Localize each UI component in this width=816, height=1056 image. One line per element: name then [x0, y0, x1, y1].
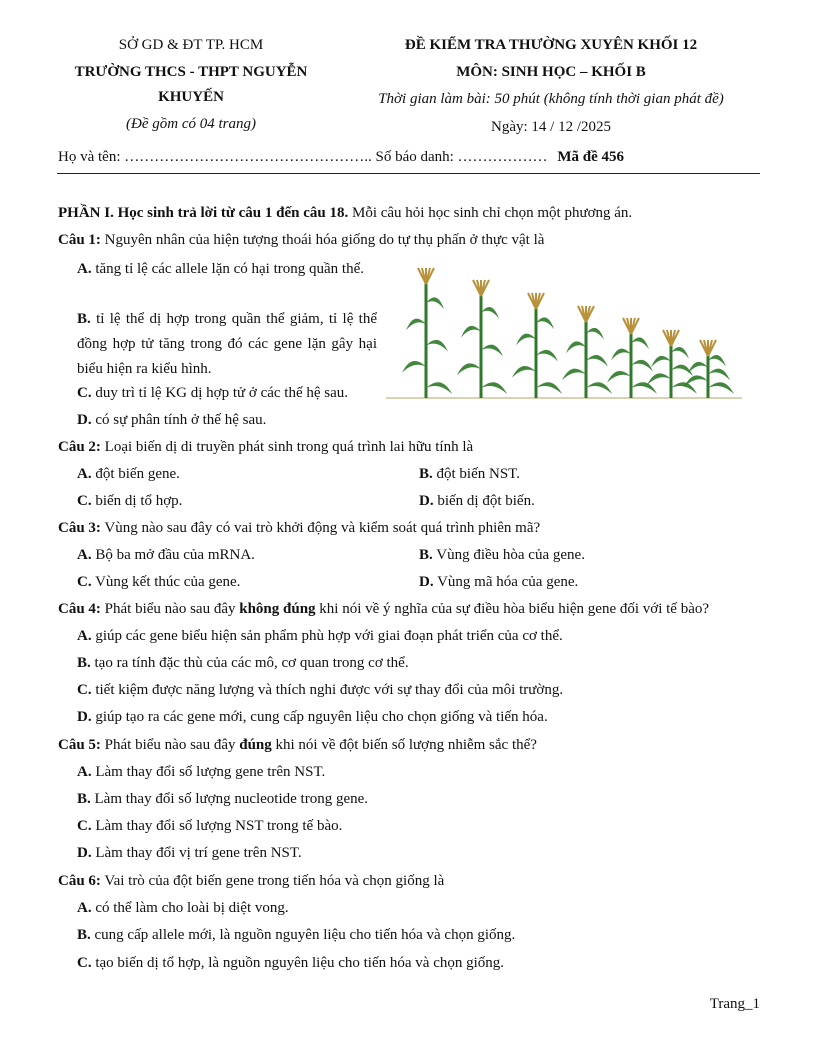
corn-plant: [512, 293, 562, 398]
option-text: tỉ lệ thể dị hợp trong quần thể giảm, tỉ lệ thể đồng hợp tử tăng trong đó các gene lặn gây hại biểu hiện ra kiểu hình.: [77, 311, 377, 377]
option-text: Bộ ba mở đầu của mRNA.: [91, 547, 255, 563]
question-text: Phát biểu nào sau đây: [100, 737, 240, 753]
option-text: biến dị tổ hợp.: [91, 493, 183, 509]
time-note: Thời gian làm bài: 50 phút (không tính thời gian phát đề): [378, 91, 724, 107]
option-label: A.: [77, 547, 92, 563]
option-label: D.: [77, 845, 92, 861]
option-label: B.: [77, 791, 91, 807]
question-text: Phát biểu nào sau đây: [100, 601, 240, 617]
option-label: B.: [419, 547, 433, 563]
q1-option-d: [77, 412, 266, 429]
option-label: A.: [77, 900, 92, 916]
q2-option-d: [419, 493, 535, 510]
option-text: Làm thay đổi số lượng nucleotide trong gene.: [90, 791, 369, 807]
q6-option-a: [77, 900, 289, 917]
q4-option-d: [77, 709, 548, 726]
exam-title: ĐỀ KIỂM TRA THƯỜNG XUYÊN KHỐI 12: [404, 37, 698, 53]
question-label: Câu 2:: [58, 439, 101, 455]
q1-option-c: [77, 385, 348, 402]
q6-option-b: [77, 927, 515, 944]
page-number: Trang_1: [709, 996, 760, 1012]
option-label: C.: [77, 818, 92, 834]
corn-plant: [562, 306, 612, 398]
q2-option-c: [77, 493, 182, 510]
option-label: C.: [77, 682, 92, 698]
q4-option-b: [77, 655, 409, 672]
student-info-line: [58, 149, 624, 166]
question-label: Câu 6:: [58, 873, 101, 889]
option-label: A.: [77, 466, 92, 482]
corn-plant: [607, 318, 657, 398]
question-text: khi nói về đột biến số lượng nhiễm sắc thể?: [271, 737, 537, 753]
q5-option-c: [77, 818, 342, 835]
option-text: tạo ra tính đặc thù của các mô, cơ quan trong cơ thể.: [90, 655, 409, 671]
option-text: tạo biến dị tổ hợp, là nguồn nguyên liệu cho tiến hóa và chọn giống.: [91, 955, 505, 971]
option-label: A.: [77, 764, 92, 780]
option-text: Làm thay đổi số lượng gene trên NST.: [91, 764, 326, 780]
option-text: có sự phân tính ở thế hệ sau.: [91, 412, 267, 428]
question-6: [58, 873, 444, 890]
option-text: Vùng mã hóa của gene.: [433, 574, 579, 590]
option-text: biến dị đột biến.: [433, 493, 535, 509]
header-divider: [57, 173, 760, 174]
q3-option-b: [419, 547, 585, 564]
part-title: PHẦN I. Học sinh trả lời từ câu 1 đến câu 18.: [58, 205, 349, 221]
corn-plant: [457, 280, 507, 398]
question-text: Vùng nào sau đây có vai trò khởi động và kiểm soát quá trình phiên mã?: [100, 520, 541, 536]
option-text: Làm thay đổi vị trí gene trên NST.: [91, 845, 302, 861]
question-3: [58, 520, 540, 537]
option-label: B.: [77, 927, 91, 943]
option-label: B.: [77, 655, 91, 671]
option-label: B.: [419, 466, 433, 482]
q3-option-d: [419, 574, 578, 591]
option-label: D.: [77, 412, 92, 428]
option-text: đột biến NST.: [432, 466, 520, 482]
option-label: C.: [77, 955, 92, 971]
option-label: A.: [77, 261, 92, 277]
department-name: SỞ GD & ĐT TP. HCM: [118, 37, 264, 53]
question-emphasis: đúng: [239, 737, 272, 753]
q2-option-a: [77, 466, 180, 483]
part-instruction: Mỗi câu hỏi học sinh chỉ chọn một phương án.: [348, 205, 633, 221]
school-name-line1: TRƯỜNG THCS - THPT NGUYỄN: [74, 64, 308, 80]
q5-option-d: [77, 845, 302, 862]
q4-option-a: [77, 628, 563, 645]
option-text: Làm thay đổi số lượng NST trong tế bào.: [91, 818, 343, 834]
option-text: duy trì tỉ lệ KG dị hợp tử ở các thế hệ sau.: [91, 385, 349, 401]
option-label: C.: [77, 493, 92, 509]
subject-line: MÔN: SINH HỌC – KHỐI B: [456, 64, 646, 80]
question-4: [58, 601, 709, 618]
option-text: tăng tỉ lệ các allele lặn có hại trong quần thể.: [91, 261, 364, 277]
question-1: [58, 232, 544, 249]
corn-plant: [647, 330, 697, 398]
question-text: Loại biến dị di truyền phát sinh trong quá trình lai hữu tính là: [100, 439, 474, 455]
pages-note: (Đề gồm có 04 trang): [126, 116, 256, 132]
corn-plants-illustration: [386, 258, 742, 404]
q1-option-a: [77, 257, 377, 282]
option-label: D.: [77, 709, 92, 725]
question-text: khi nói về ý nghĩa của sự điều hòa biểu hiện gene đối với tế bào?: [315, 601, 710, 617]
question-label: Câu 4:: [58, 601, 101, 617]
q3-option-a: [77, 547, 255, 564]
option-text: giúp tạo ra các gene mới, cung cấp nguyên liệu cho chọn giống và tiến hóa.: [91, 709, 548, 725]
option-label: D.: [419, 493, 434, 509]
option-text: tiết kiệm được năng lượng và thích nghi được với sự thay đổi của môi trường.: [91, 682, 564, 698]
exam-code: Mã đề 456: [557, 149, 624, 165]
question-5: [58, 737, 537, 754]
part-heading: [58, 205, 632, 222]
school-name-line2: KHUYẾN: [158, 89, 224, 105]
question-emphasis: không đúng: [239, 601, 316, 617]
option-label: C.: [77, 574, 92, 590]
q5-option-b: [77, 791, 368, 808]
option-text: giúp các gene biểu hiện sản phẩm phù hợp với giai đoạn phát triển của cơ thể.: [91, 628, 563, 644]
option-label: A.: [77, 628, 92, 644]
exam-date: Ngày: 14 / 12 /2025: [491, 119, 611, 135]
question-label: Câu 1:: [58, 232, 101, 248]
option-text: có thể làm cho loài bị diệt vong.: [91, 900, 289, 916]
name-and-id-fields: Họ và tên: ………………………………………….. Số báo danh: ………………: [58, 149, 548, 165]
q3-option-c: [77, 574, 240, 591]
question-text: Vai trò của đột biến gene trong tiến hóa và chọn giống là: [100, 873, 445, 889]
question-label: Câu 5:: [58, 737, 101, 753]
q1-option-b: [77, 307, 377, 382]
q2-option-b: [419, 466, 520, 483]
option-label: C.: [77, 385, 92, 401]
q4-option-c: [77, 682, 563, 699]
question-label: Câu 3:: [58, 520, 101, 536]
option-text: Vùng kết thúc của gene.: [91, 574, 241, 590]
question-2: [58, 439, 473, 456]
q6-option-c: [77, 955, 504, 972]
question-text: Nguyên nhân của hiện tượng thoái hóa giống do tự thụ phấn ở thực vật là: [100, 232, 545, 248]
corn-plant: [402, 268, 452, 398]
option-text: cung cấp allele mới, là nguồn nguyên liệu cho tiến hóa và chọn giống.: [90, 927, 516, 943]
q5-option-a: [77, 764, 325, 781]
option-text: đột biến gene.: [91, 466, 180, 482]
option-text: Vùng điều hòa của gene.: [432, 547, 585, 563]
option-label: B.: [77, 311, 91, 327]
option-label: D.: [419, 574, 434, 590]
